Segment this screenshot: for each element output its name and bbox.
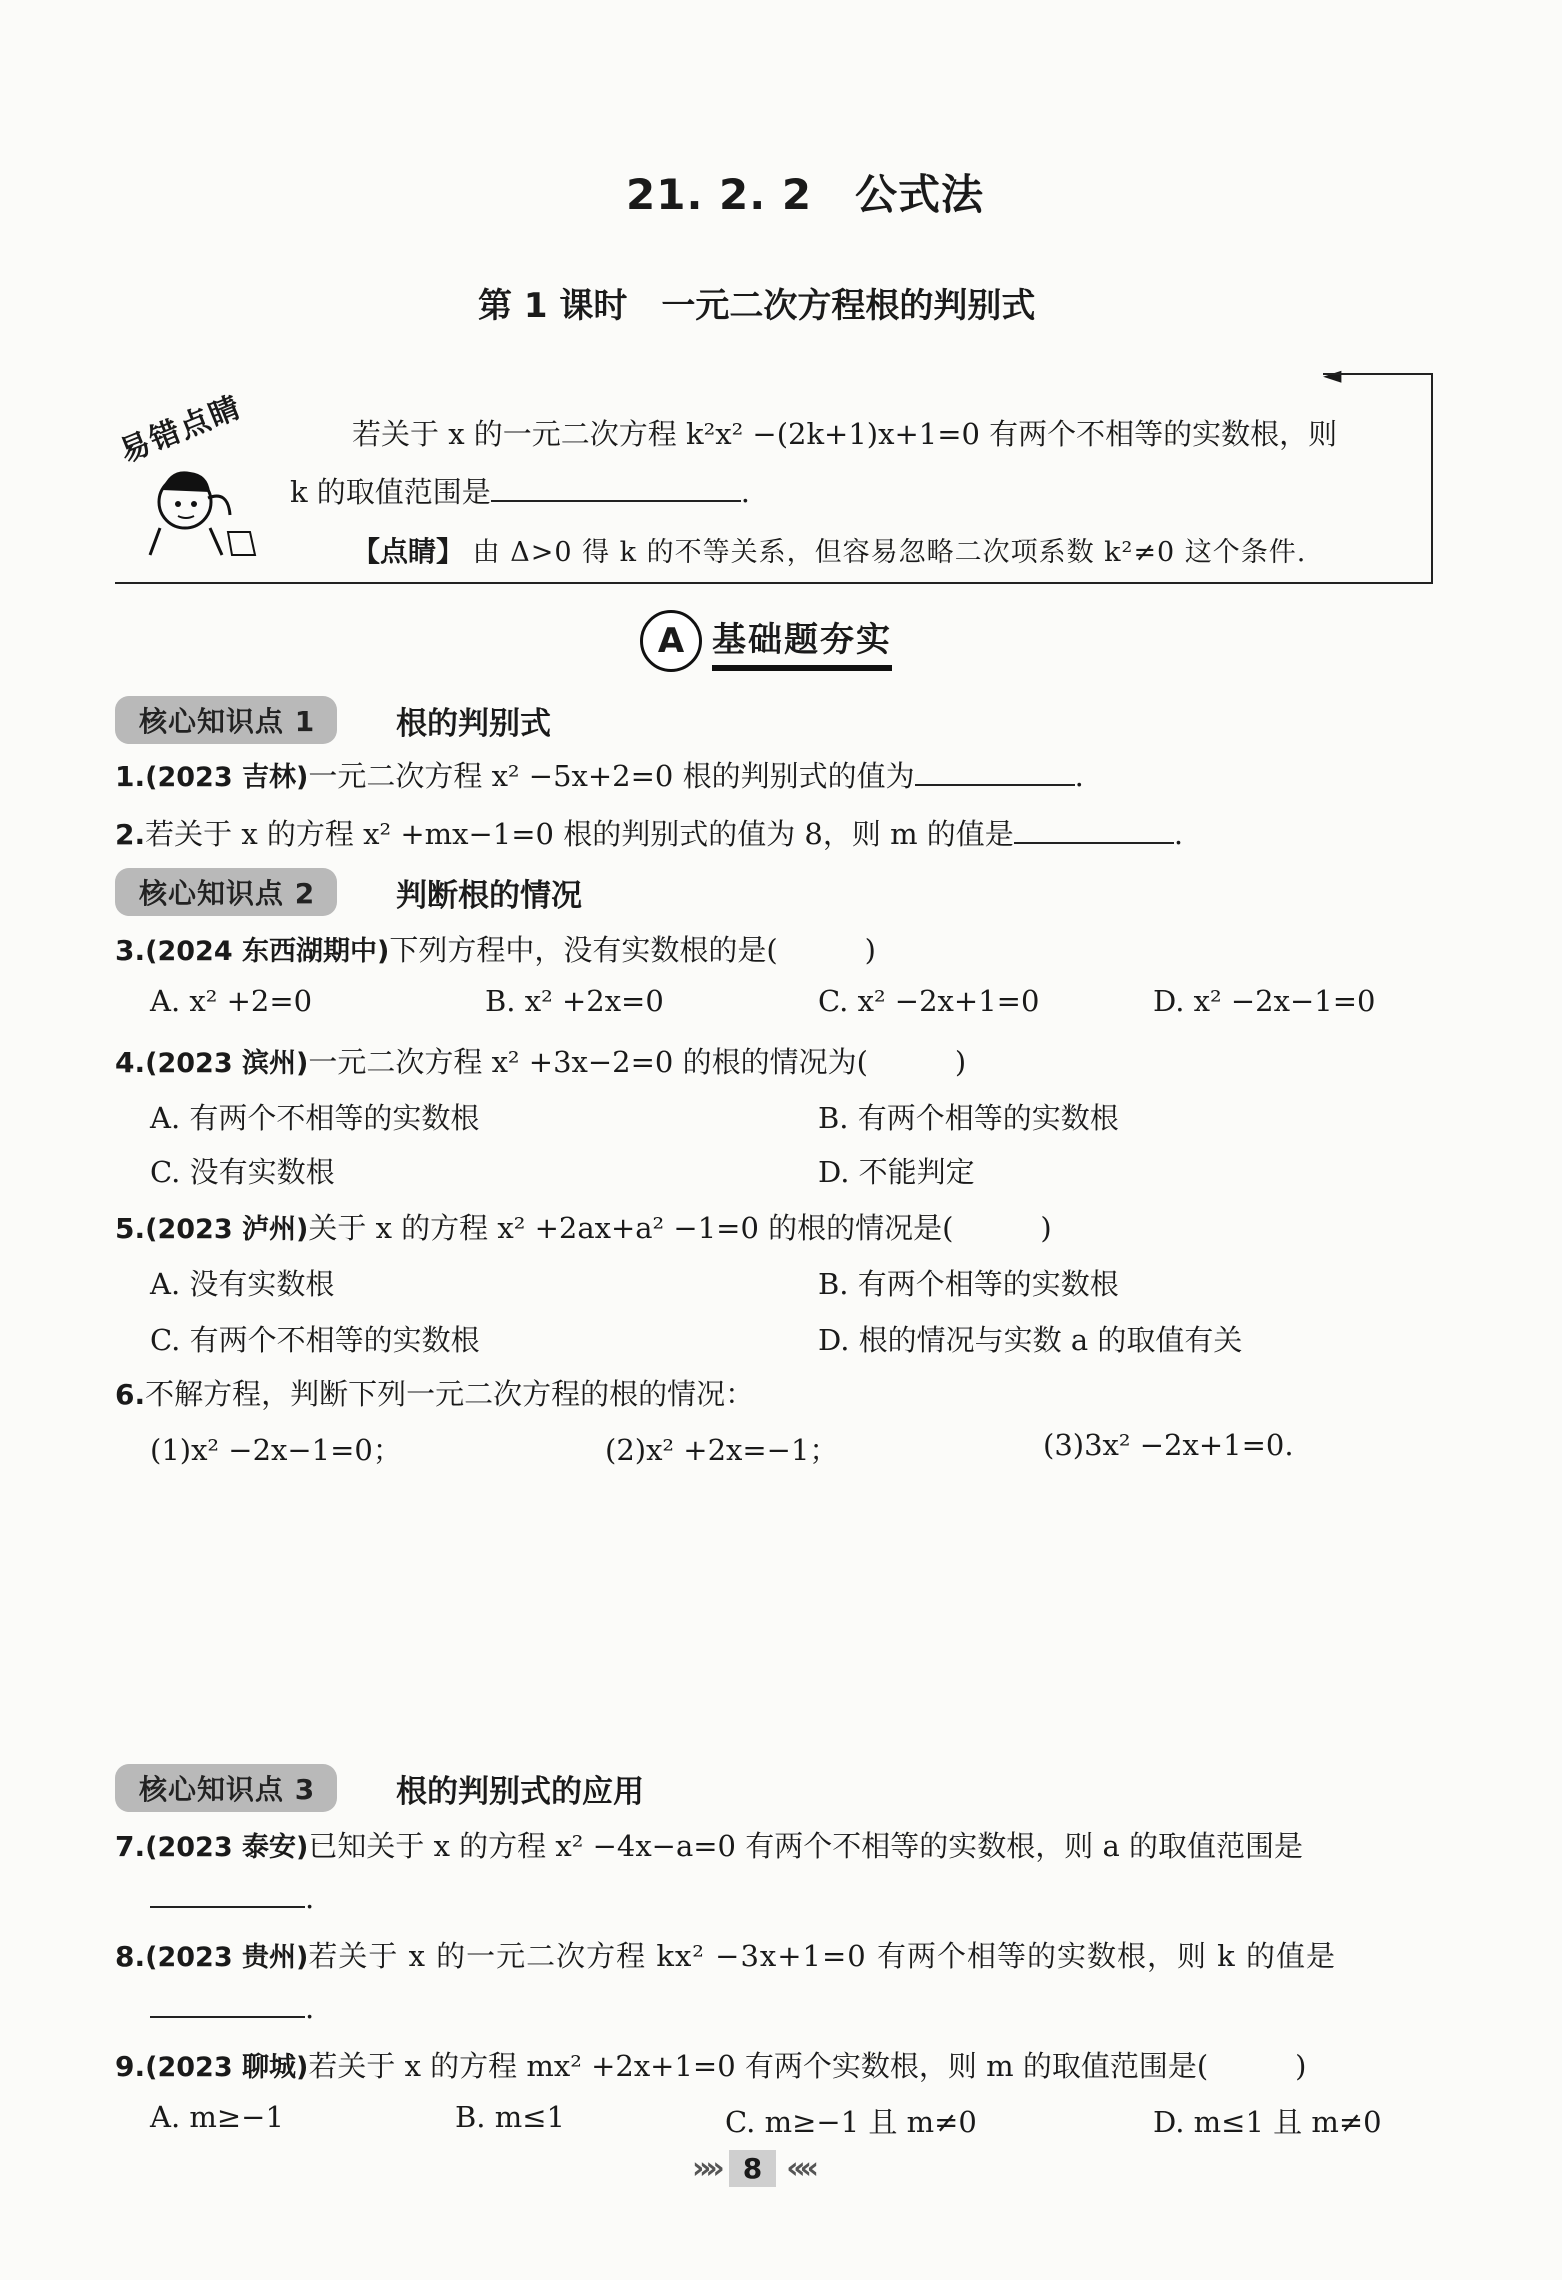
q3-text: 下列方程中，没有实数根的是( ) xyxy=(389,933,876,967)
q2-answer-blank[interactable] xyxy=(1014,816,1174,844)
q9-option-a[interactable]: A. m≥−1 xyxy=(150,2100,284,2134)
q7-answer-blank[interactable] xyxy=(150,1880,305,1908)
section-title: 21. 2. 2 公式法 xyxy=(626,170,985,219)
q4-option-b[interactable]: B. 有两个相等的实数根 xyxy=(818,1101,1119,1135)
q1-end: . xyxy=(1074,759,1084,793)
q8-source: (2023 贵州) xyxy=(145,1942,309,1973)
q6-number: 6. xyxy=(115,1378,146,1411)
error-hint xyxy=(352,530,1306,570)
chevron-left-icon: «« xyxy=(786,2151,814,2186)
q4-option-a[interactable]: A. 有两个不相等的实数根 xyxy=(150,1101,480,1135)
q6-part-2: (2)x² +2x=−1； xyxy=(605,1433,839,1467)
chevron-right-icon: »» xyxy=(692,2151,719,2186)
knowledge-point-2-title: 判断根的情况 xyxy=(396,878,582,914)
box-border-bottom xyxy=(115,582,1433,584)
knowledge-point-1-title: 根的判别式 xyxy=(396,706,551,742)
page-number-footer xyxy=(692,2150,813,2187)
q7-number: 7. xyxy=(115,1830,146,1863)
question-6 xyxy=(115,1372,754,1413)
q3-option-d[interactable]: D. x² −2x−1=0 xyxy=(1153,984,1376,1018)
hint-text: 由 Δ>0 得 k 的不等关系，但容易忽略二次项系数 k²≠0 这个条件. xyxy=(472,537,1307,568)
knowledge-point-2-badge: 核心知识点 2 xyxy=(115,868,337,916)
q7-source: (2023 泰安) xyxy=(145,1832,309,1863)
question-3 xyxy=(115,928,876,969)
box-border-right xyxy=(1431,373,1433,583)
q4-number: 4. xyxy=(115,1046,146,1079)
q4-source: (2023 滨州) xyxy=(145,1048,309,1079)
q3-option-b[interactable]: B. x² +2x=0 xyxy=(485,984,664,1018)
q4-option-c[interactable]: C. 没有实数根 xyxy=(150,1155,335,1189)
q9-option-b[interactable]: B. m≤1 xyxy=(455,2100,565,2134)
question-1 xyxy=(115,754,1084,795)
q4-text: 一元二次方程 x² +3x−2=0 的根的情况为( ) xyxy=(308,1045,967,1079)
q5-option-d[interactable]: D. 根的情况与实数 a 的取值有关 xyxy=(818,1323,1243,1357)
q5-option-c[interactable]: C. 有两个不相等的实数根 xyxy=(150,1323,480,1357)
q5-number: 5. xyxy=(115,1212,146,1245)
q7-answer-line xyxy=(150,1880,314,1915)
q4-option-d[interactable]: D. 不能判定 xyxy=(818,1155,975,1189)
q2-text: 若关于 x 的方程 x² +mx−1=0 根的判别式的值为 8，则 m 的值是 xyxy=(145,817,1014,851)
section-a-label: 基础题夯实 xyxy=(712,612,892,671)
q1-answer-blank[interactable] xyxy=(915,758,1075,786)
q7-text: 已知关于 x 的方程 x² −4x−a=0 有两个不相等的实数根，则 a 的取值范围是 xyxy=(308,1829,1303,1863)
q6-part-1: (1)x² −2x−1=0； xyxy=(150,1433,402,1467)
q1-text: 一元二次方程 x² −5x+2=0 根的判别式的值为 xyxy=(308,759,915,793)
section-a-icon: A xyxy=(640,610,702,672)
error-problem-line1 xyxy=(352,412,1337,453)
q3-option-a[interactable]: A. x² +2=0 xyxy=(150,984,313,1018)
q6-text: 不解方程，判断下列一元二次方程的根的情况： xyxy=(145,1377,755,1411)
q5-source: (2023 泸州) xyxy=(145,1214,309,1245)
q9-number: 9. xyxy=(115,2050,146,2083)
q5-text: 关于 x 的方程 x² +2ax+a² −1=0 的根的情况是( ) xyxy=(308,1211,1052,1245)
question-9 xyxy=(115,2044,1306,2085)
q8-answer-line xyxy=(150,1990,314,2025)
lesson-title: 第 1 课时 一元二次方程根的判别式 xyxy=(478,286,1036,326)
q9-text: 若关于 x 的方程 mx² +2x+1=0 有两个实数根，则 m 的取值范围是( ) xyxy=(308,2049,1307,2083)
question-2 xyxy=(115,812,1183,853)
hint-label: 【点睛】 xyxy=(352,535,465,568)
q8-text: 若关于 x 的一元二次方程 kx² −3x+1=0 有两个相等的实数根，则 k 的值是 xyxy=(308,1939,1336,1973)
q6-part-3: (3)3x² −2x+1=0. xyxy=(1043,1428,1294,1462)
answer-blank[interactable] xyxy=(491,474,741,502)
error-problem-prefix: k 的取值范围是 xyxy=(290,475,491,509)
q8-number: 8. xyxy=(115,1940,146,1973)
q3-option-c[interactable]: C. x² −2x+1=0 xyxy=(818,984,1040,1018)
q2-number: 2. xyxy=(115,818,146,851)
q5-option-b[interactable]: B. 有两个相等的实数根 xyxy=(818,1267,1119,1301)
q3-source: (2024 东西湖期中) xyxy=(145,936,390,967)
knowledge-point-3-badge: 核心知识点 3 xyxy=(115,1764,337,1812)
q2-end: . xyxy=(1173,817,1184,851)
period: . xyxy=(740,475,751,509)
error-problem-line2 xyxy=(290,470,750,511)
knowledge-point-3-title: 根的判别式的应用 xyxy=(396,1774,644,1810)
q1-source: (2023 吉林) xyxy=(145,762,309,793)
q9-option-c[interactable]: C. m≥−1 且 m≠0 xyxy=(725,2105,977,2139)
question-7 xyxy=(115,1824,1303,1865)
error-problem-text: 若关于 x 的一元二次方程 k²x² −(2k+1)x+1=0 有两个不相等的实数根，则 xyxy=(352,417,1338,451)
q5-option-a[interactable]: A. 没有实数根 xyxy=(150,1267,335,1301)
arrow-left-icon: ◄ xyxy=(1323,361,1342,389)
question-4 xyxy=(115,1040,966,1081)
q7-end: . xyxy=(305,1881,315,1915)
q9-source: (2023 聊城) xyxy=(145,2052,309,2083)
error-badge-text: 易错点睛 xyxy=(114,389,247,470)
box-border-top xyxy=(1323,373,1433,375)
page-number: 8 xyxy=(729,2150,776,2187)
q8-end: . xyxy=(305,1991,315,2025)
question-8 xyxy=(115,1934,1336,1975)
question-5 xyxy=(115,1206,1052,1247)
q9-option-d[interactable]: D. m≤1 且 m≠0 xyxy=(1153,2105,1382,2139)
section-a-heading xyxy=(640,610,892,672)
knowledge-point-1-badge: 核心知识点 1 xyxy=(115,696,337,744)
q3-number: 3. xyxy=(115,934,146,967)
q8-answer-blank[interactable] xyxy=(150,1990,305,2018)
q1-number: 1. xyxy=(115,760,146,793)
